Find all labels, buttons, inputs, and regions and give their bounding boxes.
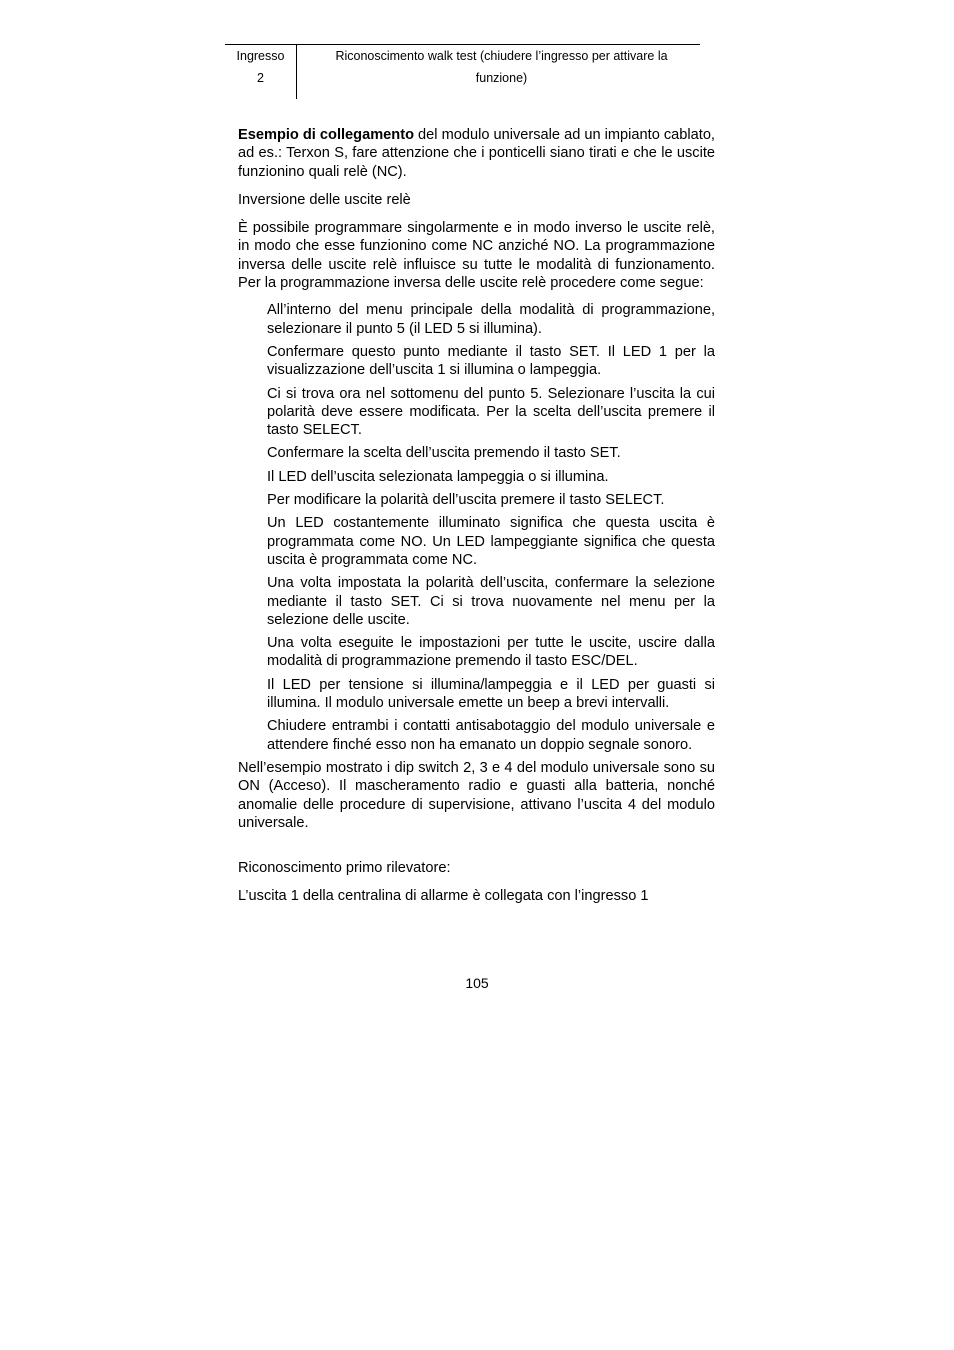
step-item: Il LED per tensione si illumina/lampeggia e il LED per guasti si illumina. Il modulo universale emette un beep a brevi intervalli.: [267, 676, 715, 712]
step-item: Confermare questo punto mediante il tasto SET. Il LED 1 per la visualizzazione dell’uscita 1 si illumina o lampeggia.: [267, 343, 715, 379]
page-number: 105: [465, 975, 489, 991]
intro-bold: Esempio di collegamento: [238, 127, 414, 143]
description-paragraph: È possibile programmare singolarmente e in modo inverso le uscite relè, in modo che esse funzionino come NC anziché NO. La programmazione inversa delle uscite relè influisce su tutte le modalità di funzionamento. Per la programmazione inversa delle uscite relè procedere come segue:: [238, 220, 715, 292]
table-cell-input: [225, 45, 297, 99]
step-item: All’interno del menu principale della modalità di programmazione, selezionare il punto 5 (il LED 5 si illumina).: [267, 302, 715, 337]
table-cell-function-line2: funzione): [475, 71, 528, 85]
step-item: Il LED dell’uscita selezionata lampeggia o si illumina.: [267, 468, 609, 485]
table-cell-input-line1: Ingresso: [236, 49, 285, 63]
document-body: [238, 126, 715, 906]
table-cell-input-line2: 2: [257, 71, 264, 85]
step-item: Un LED costantemente illuminato significa che questa uscita è programmata come NO. Un LED lampeggiante significa che questa uscita è programmata come NC.: [267, 515, 715, 568]
step-item: Una volta eseguite le impostazioni per tutte le uscite, uscire dalla modalità di programmazione premendo il tasto ESC/DEL.: [267, 635, 715, 670]
step-item: Una volta impostata la polarità dell’uscita, confermare la selezione mediante il tasto SET. Ci si trova nuovamente nel menu per la selezione delle uscite.: [267, 575, 715, 628]
step-item: Ci si trova ora nel sottomenu del punto 5. Selezionare l’uscita la cui polarità deve essere modificata. Per la scelta dell’uscita premere il tasto SELECT.: [267, 385, 715, 439]
step-item: Confermare la scelta dell’uscita premendo il tasto SET.: [267, 445, 621, 462]
subheading: Inversione delle uscite relè: [238, 191, 411, 208]
step-item: Chiudere entrambi i contatti antisabotaggio del modulo universale e attendere finché esso non ha emanato un doppio segnale sonoro.: [267, 718, 715, 753]
conclusion-paragraph: Nell’esempio mostrato i dip switch 2, 3 e 4 del modulo universale sono su ON (Acceso). Il mascheramento radio e guasti alla batteria, nonché anomalie delle procedure di supervisione, attivano l’uscita 4 del modulo universale.: [238, 759, 715, 831]
input-table: [225, 44, 700, 99]
section2-text: L’uscita 1 della centralina di allarme è collegata con l’ingresso 1: [238, 888, 649, 905]
steps-list: [238, 301, 715, 754]
intro-text: del modulo universale ad un impianto cablato, ad es.: Terxon S, fare attenzione che i ponticelli siano tirati e che le uscite funzionino quali relè (NC).: [238, 127, 715, 180]
intro-paragraph: [238, 126, 715, 181]
table-cell-function: [297, 45, 700, 99]
table-cell-function-line1: Riconoscimento walk test (chiudere l’ingresso per attivare la: [335, 49, 668, 63]
section2-title: Riconoscimento primo rilevatore:: [238, 860, 451, 877]
step-item: Per modificare la polarità dell’uscita premere il tasto SELECT.: [267, 492, 665, 509]
